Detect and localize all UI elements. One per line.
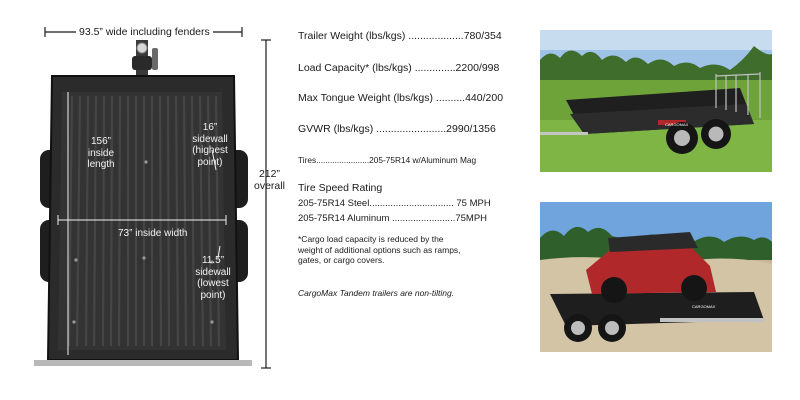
spec-tires: Tires.......................205-75R14 w/Aluminum Mag [298,155,477,165]
spec-gvwr: GVWR (lbs/kgs) ........................2990/1356 [298,123,496,135]
trailer-top-view-diagram [0,0,290,400]
overall-length-value: 212” [258,168,280,180]
spec-trailer-weight: Trailer Weight (lbs/kgs) ...................780/354 [298,30,502,42]
note-line-3: gates, or cargo covers. [298,255,385,266]
sidewall-highest-caption-3: point) [197,156,223,168]
jack [152,48,158,70]
sidewall-highest-caption-1: sidewall [192,133,228,145]
sidewall-lowest-caption-2: (lowest [197,278,229,289]
overall-length-caption: overall [254,180,285,193]
non-tilting-note: CargoMax Tandem trailers are non-tilting. [298,288,455,298]
sidewall-highest-caption-2: (highest [192,145,228,156]
brand-mark-2: CARGOMAX [692,304,716,309]
inside-length-caption-1: inside [87,147,115,159]
trailer-drawing [0,0,290,400]
trailer-photo-utv [540,202,772,352]
note-line-2: weight of additional options such as ramps, [298,244,461,255]
tire-speed-aluminum: 205-75R14 Aluminum ........................75MPH [298,213,488,224]
inside-length-label [84,136,118,171]
inside-width-label: 73” inside width [118,228,188,239]
spec-load-capacity: Load Capacity* (lbs/kgs) ..............2200/998 [298,62,500,74]
tire-speed-steel: 205-75R14 Steel................................ 75 MPH [298,198,491,209]
sidewall-lowest-caption-3: point) [200,289,226,301]
overall-width-label: 93.5” wide including fenders [76,26,213,38]
sidewall-lowest-label [192,255,234,301]
rear-bumper [34,360,252,366]
overall-length-label [254,168,285,192]
spec-tongue-weight: Max Tongue Weight (lbs/kgs) ..........440/200 [298,92,504,104]
sidewall-lowest-value: 11.5” [201,255,225,266]
trailer-photo-grass [540,30,772,172]
inside-length-value: 156” [90,136,111,147]
cargo-capacity-note [298,234,488,266]
inside-length-caption-2: length [87,159,115,170]
sidewall-highest-value: 16” [202,122,218,133]
brand-mark-1: CARGOMAX [665,122,689,127]
sidewall-lowest-caption-1: sidewall [195,266,231,278]
tire-speed-heading: Tire Speed Rating [298,182,383,194]
note-line-1: *Cargo load capacity is reduced by the [298,234,444,244]
sidewall-highest-label [188,122,232,168]
